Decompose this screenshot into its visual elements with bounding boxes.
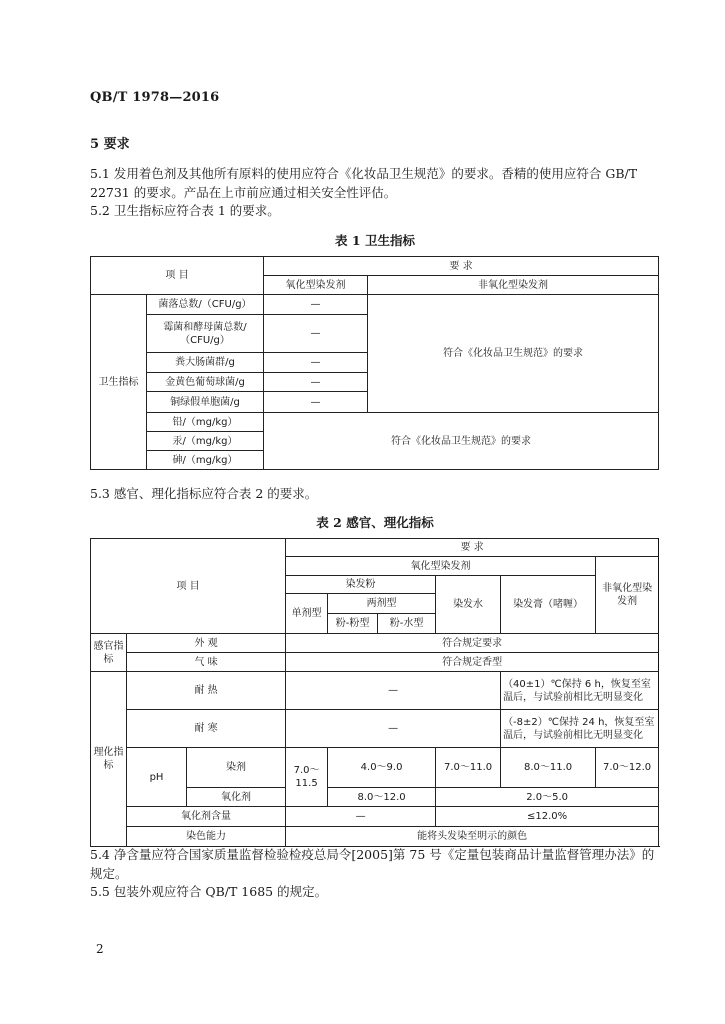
t2-dyeing-req: 能将头发染至明示的颜色 (286, 827, 659, 847)
t2-group-sensory: 感官指标 (91, 634, 127, 672)
t1-row-name: 金黄色葡萄球菌/g (147, 373, 264, 392)
t2-cold-dash: — (286, 710, 501, 748)
t2-oxidant-content: 氧化剂含量 (127, 807, 286, 827)
physchem-table (90, 538, 659, 847)
paragraph-5-4: 5.4 净含量应符合国家质量监督检验检疫总局令[2005]第 75 号《定量包装商品计量监督管理办法》的规定。 (90, 847, 655, 881)
paragraph-5-5: 5.5 包装外观应符合 QB/T 1685 的规定。 (90, 884, 328, 899)
t1-row-name: 砷/（mg/kg） (147, 451, 264, 470)
t2-ph-pp-dye: 4.0～9.0 (328, 748, 436, 788)
t2-ph-oxidant: 氧化剂 (187, 788, 286, 807)
table1-caption: 表 1 卫生指标 (335, 233, 415, 248)
t1-row-ox: — (264, 315, 368, 353)
t1-metal-requirement: 符合《化妆品卫生规范》的要求 (264, 413, 659, 470)
t1-row-name: 霉菌和酵母菌总数/（CFU/g） (147, 315, 264, 353)
t2-ph-water-dye: 8.0～11.0 (501, 748, 596, 788)
section-title: 5 要求 (90, 137, 130, 152)
t2-header-water: 染发水 (436, 576, 501, 634)
t2-odor: 气 味 (127, 653, 286, 672)
t1-row-ox: — (264, 295, 368, 315)
t1-row-ox: — (264, 392, 368, 413)
t1-row-name: 汞/（mg/kg） (147, 432, 264, 451)
t2-ph: pH (127, 748, 187, 807)
t2-header-cream: 染发膏（啫喱） (501, 576, 596, 634)
t2-ph-single: 7.0～11.5 (286, 748, 328, 807)
t2-header-powder-powder: 粉-粉型 (328, 614, 378, 634)
paragraph-5-1: 5.1 发用着色剂及其他所有原料的使用应符合《化妆品卫生规范》的要求。香精的使用应符合 GB/T 22731 的要求。产品在上市前应通过相关安全性评估。 (90, 166, 638, 200)
t1-header-nonoxidative: 非氧化型染发剂 (368, 276, 659, 295)
t2-appearance: 外 观 (127, 634, 286, 653)
t2-header-nonoxidative: 非氧化型染发剂 (596, 557, 659, 634)
t2-oc-range: ≤12.0% (436, 807, 659, 827)
t1-row-ox: — (264, 353, 368, 373)
t1-group-hygiene: 卫生指标 (91, 295, 147, 470)
t2-ph-pp-ox: 8.0～12.0 (328, 788, 436, 807)
t2-header-requirement: 要 求 (286, 539, 659, 557)
t2-oc-single: — (286, 807, 436, 827)
t2-group-physchem: 理化指标 (91, 672, 127, 847)
t2-heat-req: （40±1）℃保持 6 h，恢复至室温后，与试验前相比无明显变化 (501, 672, 659, 710)
t2-header-two: 两剂型 (328, 594, 436, 614)
t2-header-item: 项 目 (91, 539, 286, 634)
t2-ph-cream-dye: 7.0～12.0 (596, 748, 659, 788)
t1-header-requirement: 要 求 (264, 257, 659, 276)
standard-code: QB/T 1978—2016 (90, 90, 220, 105)
t1-micro-requirement: 符合《化妆品卫生规范》的要求 (368, 295, 659, 413)
t2-header-oxidative: 氧化型染发剂 (286, 557, 596, 576)
t1-row-name: 铜绿假单胞菌/g (147, 392, 264, 413)
t2-cold: 耐 寒 (127, 710, 286, 748)
t2-ph-pw-dye: 7.0～11.0 (436, 748, 501, 788)
t2-dyeing-ability: 染色能力 (127, 827, 286, 847)
t1-header-item: 项 目 (91, 257, 264, 295)
t2-heat: 耐 热 (127, 672, 286, 710)
t1-header-oxidative: 氧化型染发剂 (264, 276, 368, 295)
t2-header-powder: 染发粉 (286, 576, 436, 594)
t1-row-name: 粪大肠菌群/g (147, 353, 264, 373)
t2-header-powder-water: 粉-水型 (378, 614, 436, 634)
t2-ph-ox-range: 2.0～5.0 (436, 788, 659, 807)
t2-ph-dye: 染剂 (187, 748, 286, 788)
table2-caption: 表 2 感官、理化指标 (316, 515, 434, 530)
paragraph-5-3: 5.3 感官、理化指标应符合表 2 的要求。 (90, 486, 318, 501)
t2-odor-req: 符合规定香型 (286, 653, 659, 672)
t1-row-ox: — (264, 373, 368, 392)
t1-row-name: 菌落总数/（CFU/g） (147, 295, 264, 315)
t1-row-name: 铅/（mg/kg） (147, 413, 264, 432)
paragraph-5-2: 5.2 卫生指标应符合表 1 的要求。 (90, 203, 280, 218)
t2-header-single: 单剂型 (286, 594, 328, 634)
t2-cold-req: （-8±2）℃保持 24 h，恢复至室温后，与试验前相比无明显变化 (501, 710, 659, 748)
hygiene-table (90, 256, 659, 470)
page-number: 2 (96, 942, 104, 956)
t2-heat-dash: — (286, 672, 501, 710)
t2-appearance-req: 符合规定要求 (286, 634, 659, 653)
